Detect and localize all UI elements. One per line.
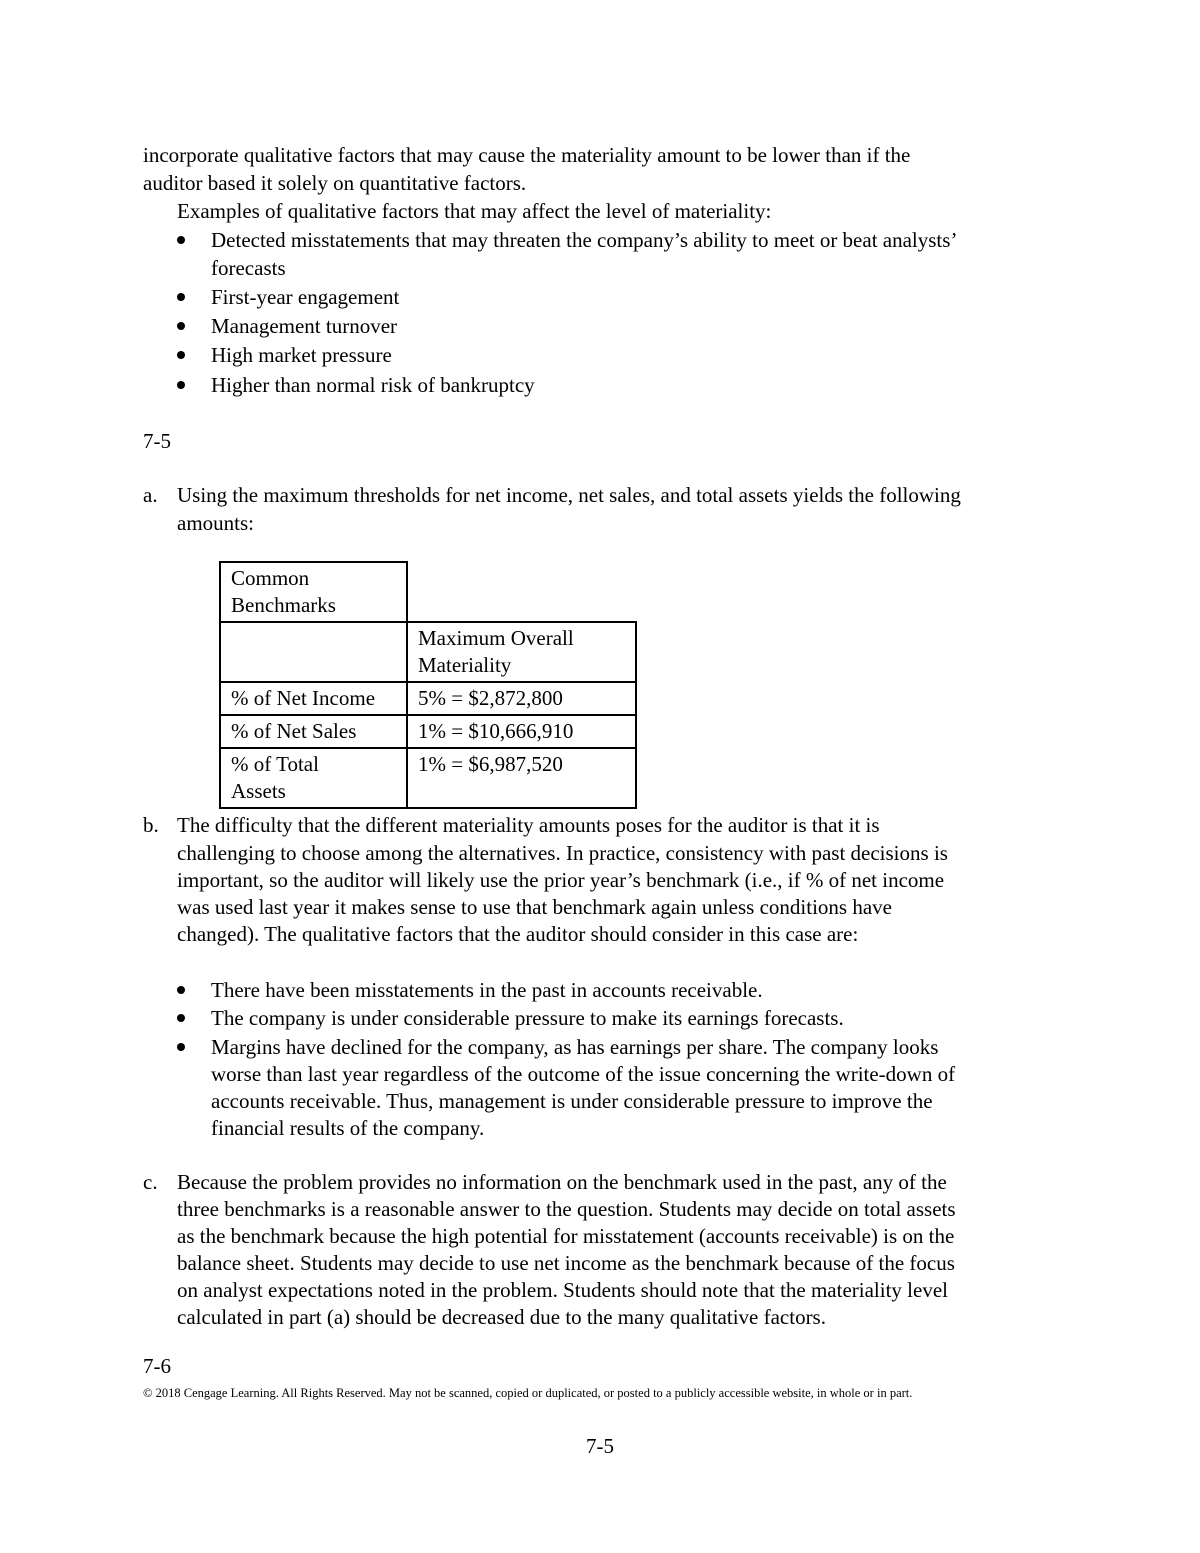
part-c-line-5: on analyst expectations noted in the problem. Students should note that the materiality level [177,1278,948,1302]
table-header-materiality [407,622,636,682]
bullet-icon [177,1014,185,1022]
table-header-benchmarks [220,562,407,622]
table-empty-cell [407,562,636,622]
intro-bullet-3: Management turnover [211,314,398,338]
table-row [220,748,636,808]
benchmark-label: % of Net Sales [231,719,357,743]
table-cell-benchmark [220,748,407,808]
part-a-label: a. [143,483,158,507]
header-left-line-2: Benchmarks [231,593,336,617]
part-b-line-5: changed). The qualitative factors that the auditor should consider in this case are: [177,922,859,946]
table-cell-value: 5% = $2,872,800 [407,682,636,715]
part-b-bullet-3-line-3: accounts receivable. Thus, management is under considerable pressure to improve the [211,1089,933,1113]
bullet-icon [177,1043,185,1051]
header-right-line-2: Materiality [418,653,512,677]
table-empty-cell [220,622,407,682]
part-b-line-2: challenging to choose among the alternatives. In practice, consistency with past decisions is [177,841,948,865]
part-c-line-6: calculated in part (a) should be decreased due to the many qualitative factors. [177,1305,826,1329]
footer-section-code: 7-6 [143,1354,171,1378]
table-cell-value: 1% = $10,666,910 [407,715,636,748]
part-c-label: c. [143,1170,158,1194]
intro-line-1: incorporate qualitative factors that may cause the materiality amount to be lower than if the [143,143,911,167]
table-cell-benchmark [220,715,407,748]
part-b-bullet-3-line-4: financial results of the company. [211,1116,485,1140]
table-row [220,562,636,622]
part-b-line-1: The difficulty that the different materiality amounts poses for the auditor is that it is [177,813,880,837]
part-c-line-3: as the benchmark because the high potential for misstatement (accounts receivable) is on the [177,1224,955,1248]
part-c-line-4: balance sheet. Students may decide to use net income as the benchmark because of the focus [177,1251,955,1275]
section-heading-7-5: 7-5 [143,429,171,453]
part-b-bullet-1: There have been misstatements in the past in accounts receivable. [211,978,763,1002]
part-b-bullet-3-line-2: worse than last year regardless of the outcome of the issue concerning the write-down of [211,1062,956,1086]
header-right-line-1: Maximum Overall [418,626,574,650]
benchmark-label-line-2: Assets [231,779,286,803]
intro-bullet-2: First-year engagement [211,285,400,309]
table-row [220,715,636,748]
part-b-label: b. [143,813,159,837]
part-b-bullet-3-line-1: Margins have declined for the company, as has earnings per share. The company looks [211,1035,939,1059]
bullet-icon [177,986,185,994]
part-b-bullet-2: The company is under considerable pressure to make its earnings forecasts. [211,1006,844,1030]
part-b-line-4: was used last year it makes sense to use that benchmark again unless conditions have [177,895,892,919]
bullet-icon [177,322,185,330]
part-a-line-2: amounts: [177,511,254,535]
copyright-notice: © 2018 Cengage Learning. All Rights Reserved. May not be scanned, copied or duplicated, or posted to a publicly accessible website, in whole or in part. [143,1386,913,1400]
examples-heading: Examples of qualitative factors that may affect the level of materiality: [177,199,772,223]
benchmark-label: % of Total [231,752,319,776]
bullet-icon [177,381,185,389]
intro-bullet-1-line-2: forecasts [211,256,286,280]
table-row [220,682,636,715]
intro-bullet-1-line-1: Detected misstatements that may threaten the company’s ability to meet or beat analysts’ [211,228,958,252]
materiality-table [219,561,637,809]
intro-bullet-4: High market pressure [211,343,392,367]
table-cell-value: 1% = $6,987,520 [407,748,636,808]
header-left-line-1: Common [231,566,310,590]
part-c-line-1: Because the problem provides no information on the benchmark used in the past, any of the [177,1170,947,1194]
intro-line-2: auditor based it solely on quantitative factors. [143,171,527,195]
benchmark-label: % of Net Income [231,686,376,710]
intro-bullet-5: Higher than normal risk of bankruptcy [211,373,535,397]
bullet-icon [177,293,185,301]
part-a-line-1: Using the maximum thresholds for net income, net sales, and total assets yields the following [177,483,961,507]
bullet-icon [177,236,185,244]
part-c-line-2: three benchmarks is a reasonable answer to the question. Students may decide on total assets [177,1197,956,1221]
page-number: 7-5 [586,1434,614,1458]
part-b-line-3: important, so the auditor will likely use the prior year’s benchmark (i.e., if % of net income [177,868,945,892]
bullet-icon [177,351,185,359]
table-row [220,622,636,682]
table-cell-benchmark [220,682,407,715]
